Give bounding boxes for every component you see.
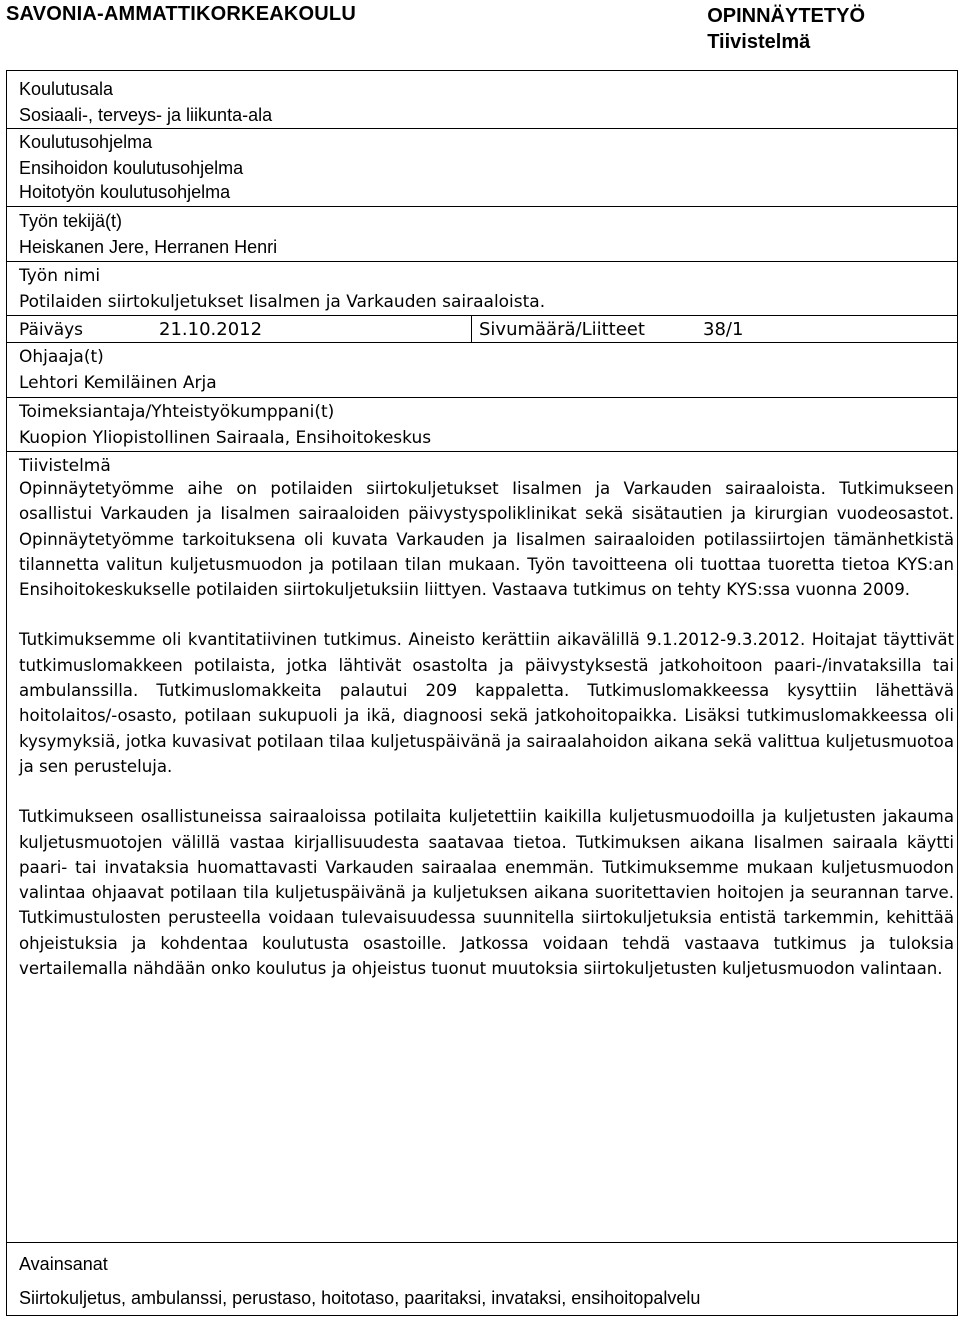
field-label: Koulutusala (19, 79, 114, 99)
programme-label: Koulutusohjelma (19, 132, 153, 152)
commissioner-label: Toimeksiantaja/Yhteistyökumppani(t) (19, 402, 335, 422)
doc-type-title: OPINNÄYTETYÖ (707, 5, 865, 27)
programme-value-1: Ensihoidon koulutusohjelma (19, 158, 244, 178)
divider (7, 451, 957, 452)
abstract-paragraph-2: Tutkimuksemme oli kvantitatiivinen tutkimus. Aineisto kerättiin aikavälillä 9.1.2012-9.3.2012. Hoitajat täyttivät tutkimuslomakkeen potilaista, jotka lähtivät osastolta ja päivystyksestä jatkohoitoon paari-/invataksilla tai ambulanssilla. Tutkimuslomakkeita palautui 209 kappaletta. Tutkimuslomakkeessa kysyttiin lähettävä hoitolaitos/-osasto, potilaan sukupuoli ja ikä, diagnoosi sekä jatkohoitopaikka. Lisäksi tutkimuslomakkeessa oli kysymyksiä, jotka kuvasivat potilaan tilaa kuljetuspäivänä ja sairaalahoidon aikana sekä valittua kuljetusmuotoa ja sen perusteluja. (19, 630, 954, 776)
date-label: Päiväys (19, 320, 84, 340)
form-frame (6, 70, 958, 1316)
abstract-paragraph-3: Tutkimukseen osallistuneissa sairaaloissa potilaita kuljetettiin kaikilla kuljetusmuodoilla ja kuljetusten jakauma kuljetusmuotojen välillä vastaa kirjallisuudesta saatavaa tietoa. Tutkimuksen aikana Iisalmen sairaala käytti paari- tai invataksia huomattavasti Varkauden sairaalaa enemmän. Tutkimuksemme mukaan kuljetusmuodon valintaa ohjaavat potilaan tila kuljetuspäivänä ja kuljetuksen aikana suoritettavien hoitojen ja seurannan tarve. Tutkimustulosten perusteella voidaan tulevaisuudessa suunnitella siirtokuljetuksia entistä tarkemmin, kehittää ohjeistuksia ja kohdentaa koulutusta osastoille. Jatkossa voidaan tehdä vastaava tutkimus ja tuloksia vertailemalla nähdään onko koulutus ja ohjeistus tuonut muutoksia siirtokuljetusten kuljetusmuodon valintaan. (19, 807, 954, 979)
pages-label: Sivumäärä/Liitteet (479, 319, 645, 340)
divider (7, 1242, 957, 1243)
supervisor-label: Ohjaaja(t) (19, 347, 104, 367)
abstract-body (19, 476, 954, 1006)
date-value: 21.10.2012 (159, 319, 263, 340)
divider-vertical (471, 315, 472, 342)
authors-value: Heiskanen Jere, Herranen Henri (19, 237, 278, 257)
institution-name: SAVONIA-AMMATTIKORKEAKOULU (6, 3, 356, 25)
abstract-paragraph-1: Opinnäytetyömme aihe on potilaiden siirtokuljetukset Iisalmen ja Varkauden sairaaloista. Tutkimukseen osallistui Varkauden ja Iisalmen sairaaloiden päivystyspoliklinikat sekä sisätautien ja kirurgian vuodeosastot. Opinnäytetyömme tarkoituksena oli kuvata Varkauden ja Iisalmen sairaaloiden potilassiirtojen tämänhetkistä tilannetta valitun kuljetusmuodon ja potilaan tilan mukaan. Työn tavoitteena oli tuottaa tuoretta tietoa KYS:an Ensihoitokeskukselle potilaiden siirtokuljetuksiin liittyen. Vastaava tutkimus on tehty KYS:ssa vuonna 2009. (19, 479, 954, 600)
divider (7, 128, 957, 129)
document-type (707, 3, 865, 55)
pages-value: 38/1 (703, 319, 744, 340)
keywords-value: Siirtokuljetus, ambulanssi, perustaso, hoitotaso, paaritaksi, invataksi, ensihoitopalvelu (19, 1288, 701, 1308)
commissioner-value: Kuopion Yliopistollinen Sairaala, Ensihoitokeskus (19, 428, 432, 448)
divider (7, 206, 957, 207)
title-label: Työn nimi (19, 266, 101, 286)
divider (7, 397, 957, 398)
doc-subtype-title: Tiivistelmä (707, 31, 811, 53)
authors-label: Työn tekijä(t) (19, 211, 123, 231)
field-value: Sosiaali-, terveys- ja liikunta-ala (19, 105, 273, 125)
divider (7, 342, 957, 343)
divider (7, 261, 957, 262)
keywords-label: Avainsanat (19, 1254, 108, 1274)
abstract-label: Tiivistelmä (19, 456, 111, 476)
divider (7, 315, 957, 316)
title-value: Potilaiden siirtokuljetukset Iisalmen ja Varkauden sairaaloista. (19, 292, 546, 312)
programme-value-2: Hoitotyön koulutusohjelma (19, 182, 231, 202)
supervisor-value: Lehtori Kemiläinen Arja (19, 373, 217, 393)
